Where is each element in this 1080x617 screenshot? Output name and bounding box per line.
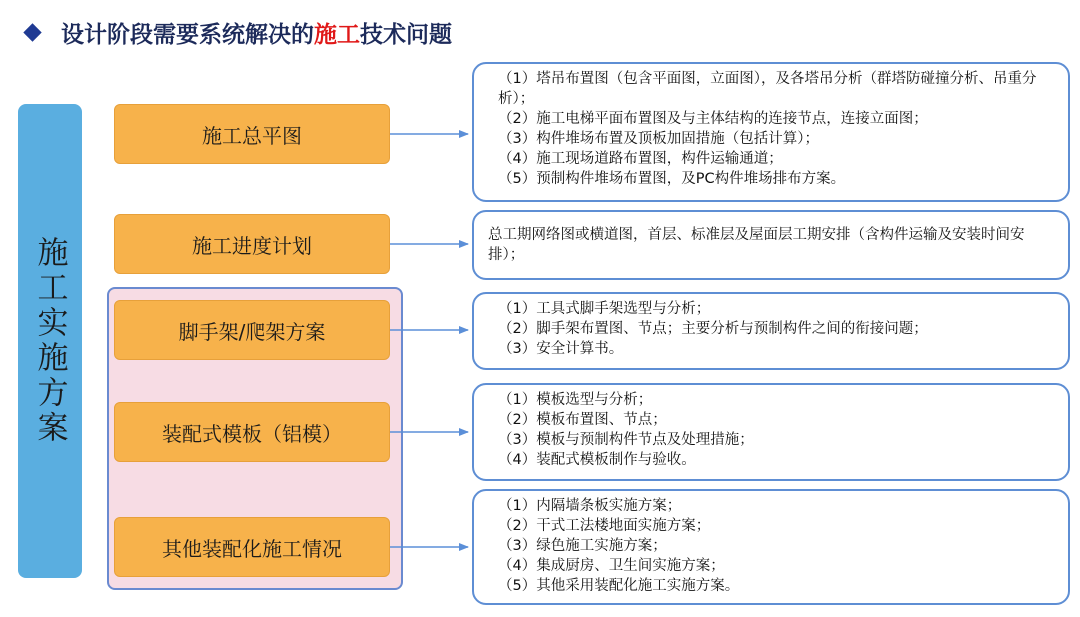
item-label: 施工进度计划 <box>192 233 312 258</box>
detail-line: （2）干式工法楼地面实施方案； <box>498 518 711 534</box>
detail-line: （1）内隔墙条板实施方案； <box>498 498 682 514</box>
item-label: 施工总平图 <box>202 123 302 148</box>
detail-box-schedule <box>472 210 1070 280</box>
title-highlight: 施工 <box>314 21 360 48</box>
side-category-label: 施工实施方案 <box>31 236 68 446</box>
detail-line: （4）集成厨房、卫生间实施方案； <box>498 558 725 574</box>
item-label: 装配式模板（铝模） <box>162 421 342 446</box>
detail-box-general-plan <box>472 62 1070 202</box>
detail-line: （2）脚手架布置图、节点；主要分析与预制构件之间的衔接问题； <box>498 321 928 337</box>
detail-line: （3）构件堆场布置及顶板加固措施（包括计算）； <box>498 131 819 147</box>
title-prefix: 设计阶段需要系统解决的 <box>61 21 314 48</box>
detail-line: （1）工具式脚手架选型与分析； <box>498 301 711 317</box>
detail-line: （5）其他采用装配化施工实施方案。 <box>498 578 740 594</box>
detail-line: （5）预制构件堆场布置图，及PC构件堆场排布方案。 <box>498 171 846 187</box>
detail-line: （1）模板选型与分析； <box>498 392 653 408</box>
detail-line: （2）施工电梯平面布置图及与主体结构的连接节点，连接立面图； <box>498 111 928 127</box>
detail-line: （1）塔吊布置图（包含平面图，立面图），及各塔吊分析（群塔防碰撞分析、吊重分析）； <box>498 71 1037 107</box>
detail-line: （4）施工现场道路布置图，构件运输通道； <box>498 151 783 167</box>
detail-line: （4）装配式模板制作与验收。 <box>498 452 696 468</box>
detail-box-scaffold <box>472 292 1070 370</box>
detail-box-formwork <box>472 383 1070 481</box>
detail-line: （2）模板布置图、节点； <box>498 412 667 428</box>
detail-line: 总工期网络图或横道图，首层、标准层及屋面层工期安排（含构件运输及安装时间安排）； <box>488 227 1025 263</box>
detail-line: （3）模板与预制构件节点及处理措施； <box>498 432 754 448</box>
title-suffix: 技术问题 <box>360 21 452 48</box>
detail-line: （3）绿色施工实施方案； <box>498 538 667 554</box>
detail-line: （3）安全计算书。 <box>498 341 624 357</box>
item-label: 其他装配化施工情况 <box>162 536 342 561</box>
item-label: 脚手架/爬架方案 <box>178 319 326 344</box>
detail-box-other-assembly <box>472 489 1070 605</box>
